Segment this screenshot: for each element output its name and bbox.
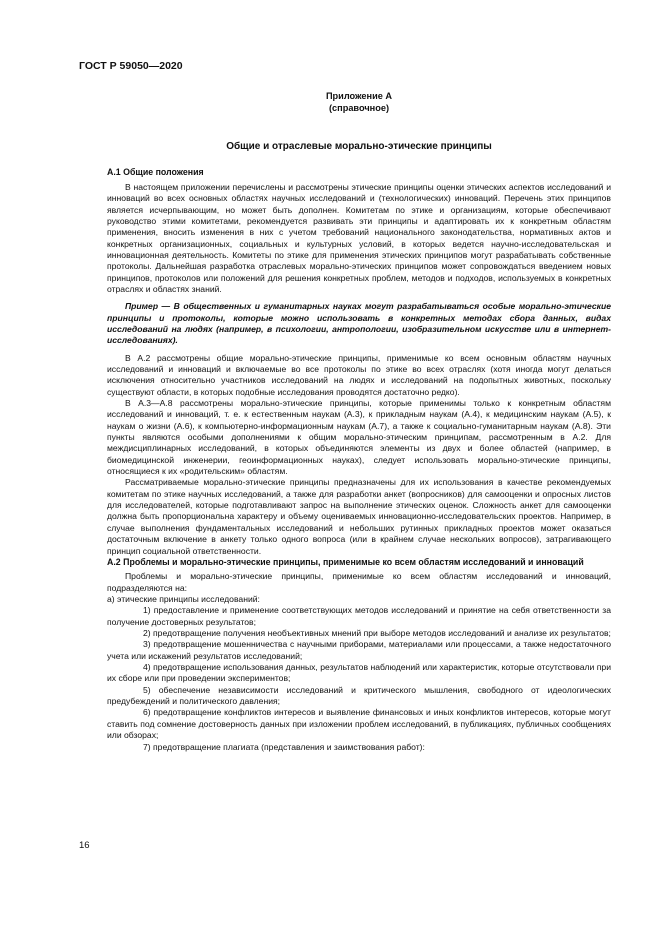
- section-a2-heading: А.2 Проблемы и морально-этические принципы, применимые ко всем областям исследований и инноваций: [107, 556, 584, 567]
- document-header-id: ГОСТ Р 59050—2020: [79, 60, 183, 72]
- list-item: 3) предотвращение мошенничества с научными приборами, материалами или процессами, а также недостаточного учета или искажений результатов исследований;: [107, 639, 611, 661]
- section-a1-heading: А.1 Общие положения: [107, 167, 204, 178]
- document-body: [107, 90, 611, 753]
- section-a2-intro: Проблемы и морально-этические принципы, применимые ко всем областям исследований и инноваций, подразделяются на:: [107, 571, 611, 593]
- list-item: 4) предотвращение использования данных, результатов наблюдений или характеристик, которые отсутствовали при их сборе или при проведении экспериментов;: [107, 662, 611, 684]
- section-a1-paragraph-2: В А.2 рассмотрены общие морально-этические принципы, применимые ко всем основным областям научных исследований и инноваций и включаемые во все протоколы по этике во всех отраслях (хотя иногда могут делаться исключения относительно участников исследований на людях и исследований на подопытных животных, поскольку существуют области, в которых подобные исследования проводятся достаточно редко).: [107, 352, 611, 397]
- section-a2-list-a: а) этические принципы исследований:: [107, 594, 260, 605]
- list-item: 1) предоставление и применение соответствующих методов исследований и принятие на себя ответственности за получение достоверных результатов;: [107, 605, 611, 627]
- appendix-subtitle: (справочное): [328, 103, 389, 113]
- list-item: 5) обеспечение независимости исследований и критического мышления, свободного от идеологических предубеждений и политического давления;: [107, 684, 611, 707]
- appendix-title: Приложение А: [325, 91, 393, 101]
- list-item: 6) предотвращение конфликтов интересов и выявление финансовых и иных конфликтов интересов, которые могут ставить под сомнение достоверность данных при изложении проблем исследований, в публикациях, публичных сообщениях или обзорах;: [107, 707, 611, 741]
- section-a1-example: Пример — В общественных и гуманитарных науках могут разрабатываться особые морально-этические принципы и протоколы, которые можно использовать в конкретных методах сбора данных, видах исследований на людях (например, в психологии, антропологии, изобразительном искусстве или в интернет-исследованиях).: [107, 301, 611, 346]
- list-item: 2) предотвращение получения необъективных мнений при выборе методов исследований и анализе их результатов;: [143, 628, 611, 639]
- section-a1-paragraph-1: В настоящем приложении перечислены и рассмотрены этические принципы оценки этических аспектов исследований и инноваций во всех основных областях научных исследований и (технологических) инноваций. Перечень этих принципов является исчерпывающим, но может быть дополнен. Комитетам по этике и организациям, которые обеспечивают руководство этими комитетами, рекомендуется развивать эти принципы и адаптировать их к конкретным областям применения, вносить изменения в них с учетом требований национального законодательства, нормативных актов и конкретных организационных, социальных и культурных условий, в которых ведется научно-исследовательская и инновационная деятельность. Комитеты по этике для применения этических принципов могут разрабатывать собственные протоколы. Дальнейшая разработка отраслевых морально-этических принципов может сопровождаться введением новых принципов, протоколов или положений для решения конкретных проблем, методов и подходов, используемых в конкретных отраслях и областях знаний.: [107, 181, 611, 294]
- list-item: 7) предотвращение плагиата (представления и заимствования работ):: [143, 741, 425, 752]
- appendix-main-title: Общие и отраслевые морально-этические принципы: [226, 141, 492, 152]
- section-a1-paragraph-3: В А.3—А.8 рассмотрены морально-этические принципы, которые применимы только к конкретным областям исследований и инноваций, т. е. к естественным наукам (А.3), к прикладным наукам (А.4), к медицинским наукам (А.5), к наукам о жизни (А.6), к компьютерно-информационным наукам (А.7), а также к социально-гуманитарным наукам (А.8). Эти пункты являются особыми дополнениями к общим морально-этическим принципам, рассмотренным в А.2. Для междисциплинарных исследований, в которых объединяются элементы из двух и более областей (например, в биомедицинской инженерии, геоинформационных науках), следует использовать морально-этические принципы, относящиеся к их «родительским» областям.: [107, 398, 611, 477]
- section-a1-paragraph-4: Рассматриваемые морально-этические принципы предназначены для их использования в качестве рекомендуемых комитетам по этике научных исследований, а также для разработки анкет (вопросников) для самооценки и опросных листов для исследователей, которые подготавливают запрос на выполнение этических оценок. Сложность анкет для самооценки должна быть пропорциональна характеру и объему оцениваемых инновационно-исследовательских проектов. Например, в случае выполнения фундаментальных исследований и небольших рутинных прикладных проектов может оказаться достаточным включение в анкету только одного вопроса (или в крайнем случае нескольких вопросов), затрагивающего принцип социальной ответственности.: [107, 477, 611, 556]
- page-number: 16: [79, 840, 90, 851]
